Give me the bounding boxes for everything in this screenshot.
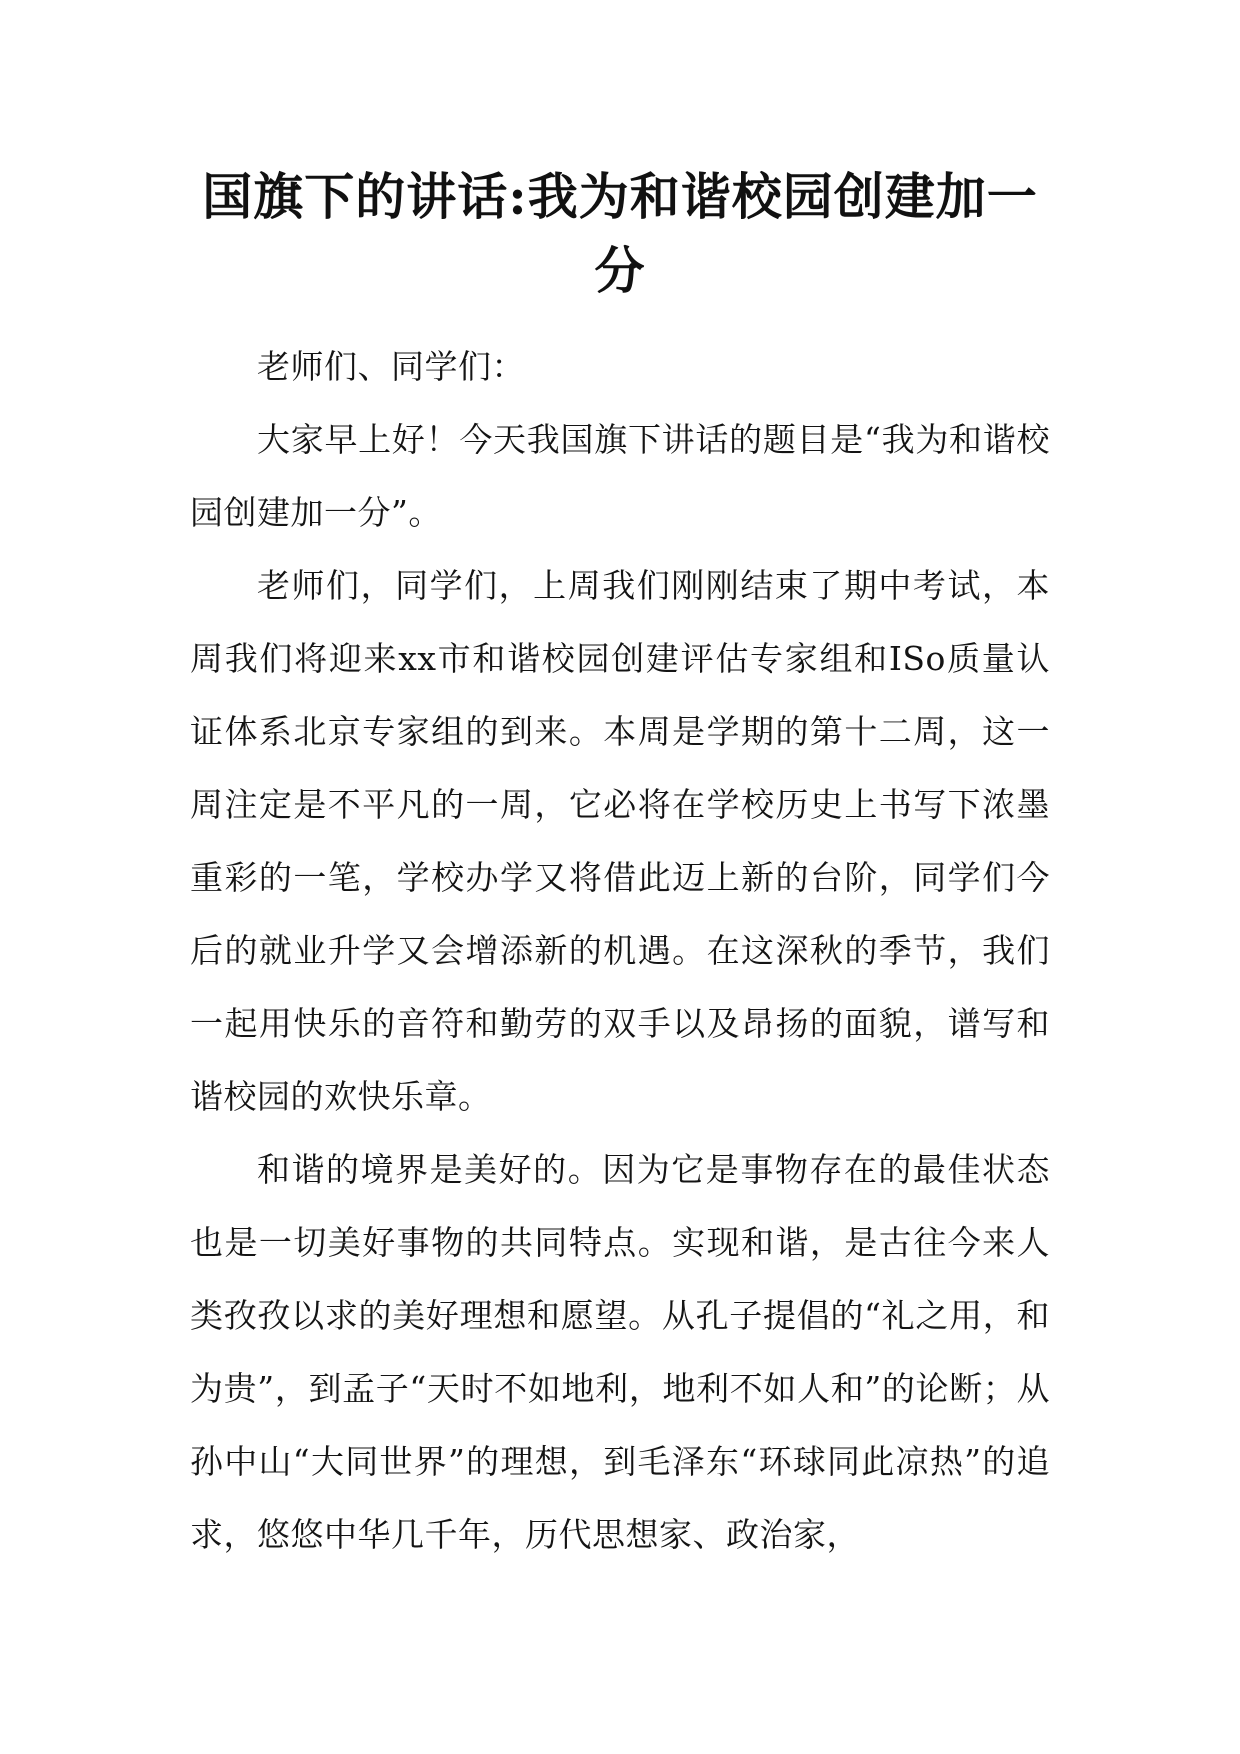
document-body [190,330,1050,1571]
document-title: 国旗下的讲话:我为和谐校园创建加一分 [202,167,1038,300]
paragraph-week-context: 老师们，同学们，上周我们刚刚结束了期中考试，本周我们将迎来xx市和谐校园创建评估专家组和ISo质量认证体系北京专家组的到来。本周是学期的第十二周，这一周注定是不平凡的一周，它必将在学校历史上书写下浓墨重彩的一笔，学校办学又将借此迈上新的台阶，同学们今后的就业升学又会增添新的机遇。在这深秋的季节，我们一起用快乐的音符和勤劳的双手以及昂扬的面貌，谱写和谐校园的欢快乐章。 [190,566,1050,1116]
paragraph-harmony: 和谐的境界是美好的。因为它是事物存在的最佳状态也是一切美好事物的共同特点。实现和谐，是古往今来人类孜孜以求的美好理想和愿望。从孔子提倡的“礼之用，和为贵”，到孟子“天时不如地利，地利不如人和”的论断；从孙中山“大同世界”的理想，到毛泽东“环球同此凉热”的追求，悠悠中华几千年，历代思想家、政治家， [190,1150,1050,1554]
paragraph-greeting: 老师们、同学们： [257,347,525,386]
paragraph-intro: 大家早上好！今天我国旗下讲话的题目是“我为和谐校园创建加一分”。 [190,420,1050,532]
